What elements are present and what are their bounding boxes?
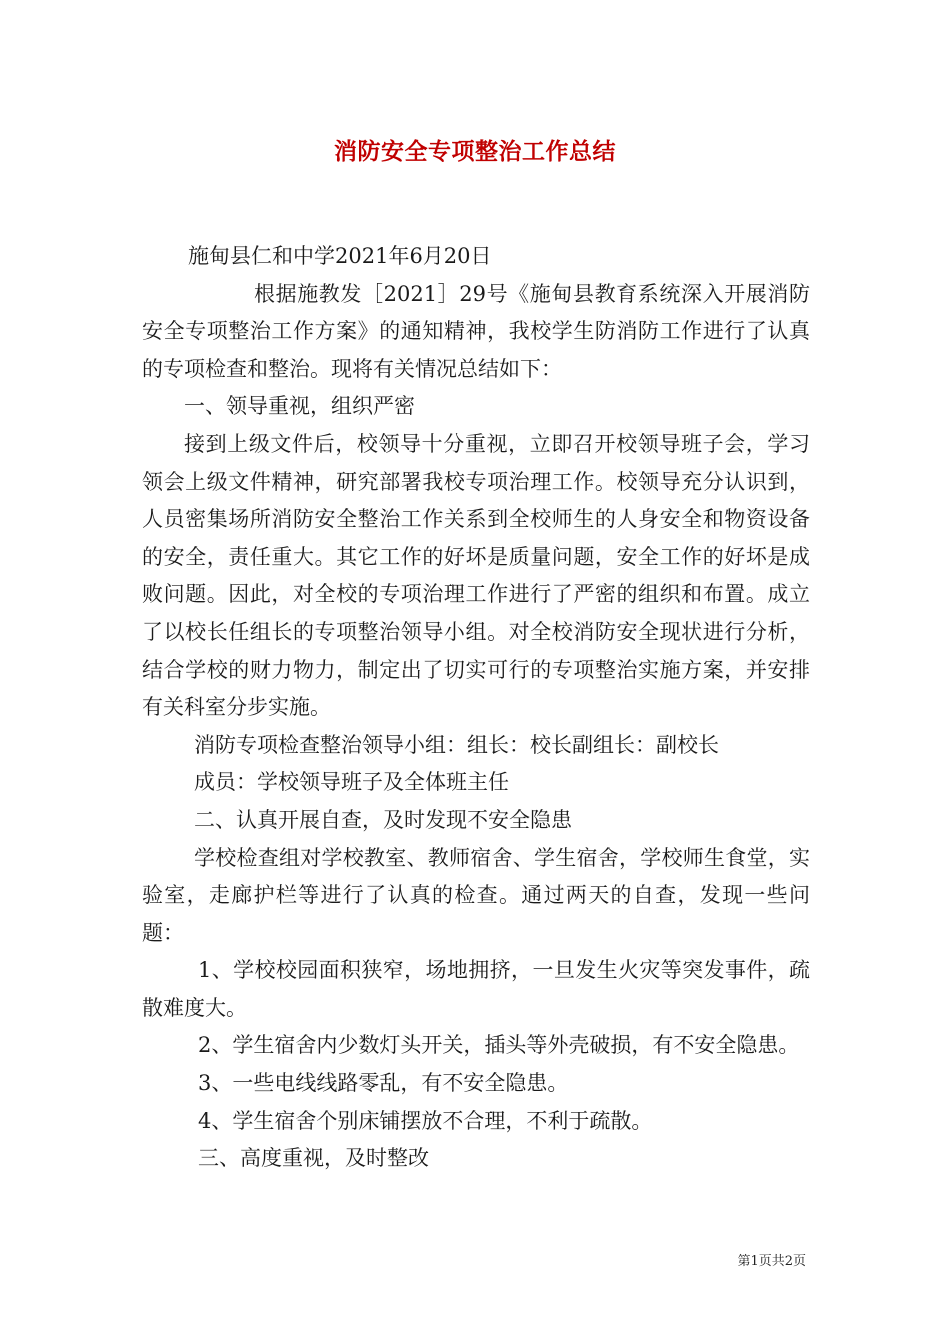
section-2-paragraph: 学校检查组对学校教室、教师宿舍、学生宿舍，学校师生食堂，实验室，走廊护栏等进行了认真的检查。通过两天的自查，发现一些问题： — [142, 845, 810, 945]
issue-item-1: 1、学校校园面积狭窄，场地拥挤，一旦发生火灾等突发事件，疏散难度大。 — [142, 958, 810, 1020]
document-title: 消防安全专项整治工作总结 — [334, 138, 616, 165]
section-heading-1: 一、领导重视，组织严密 — [184, 394, 415, 419]
issue-item-2: 2、学生宿舍内少数灯头开关，插头等外壳破损，有不安全隐患。 — [198, 1033, 800, 1058]
members-line: 成员：学校领导班子及全体班主任 — [194, 770, 509, 795]
section-1-paragraph: 接到上级文件后，校领导十分重视，立即召开校领导班子会，学习领会上级文件精神，研究部署我校专项治理工作。校领导充分认识到，人员密集场所消防安全整治工作关系到全校师生的人身安全和物资设备的安全，责任重大。其它工作的好坏是质量问题，安全工作的好坏是成败问题。因此，对全校的专项治理工作进行了严密的组织和布置。成立了以校长任组长的专项整治领导小组。对全校消防安全现状进行分析，结合学校的财力物力，制定出了切实可行的专项整治实施方案，并安排有关科室分步实施。 — [142, 431, 810, 720]
issue-item-4: 4、学生宿舍个别床铺摆放不合理，不利于疏散。 — [198, 1108, 653, 1133]
section-heading-3: 三、高度重视，及时整改 — [198, 1146, 429, 1171]
leadership-group-line: 消防专项检查整治领导小组：组长：校长副组长：副校长 — [194, 732, 719, 757]
date-line: 施甸县仁和中学2021年6月20日 — [188, 244, 492, 268]
section-heading-2: 二、认真开展自查，及时发现不安全隐患 — [194, 807, 572, 832]
intro-paragraph: 根据施教发［2021］29号《施甸县教育系统深入开展消防安全专项整治工作方案》的通知精神，我校学生防消防工作进行了认真的专项检查和整治。现将有关情况总结如下： — [142, 281, 810, 381]
page-number: 第1页共2页 — [737, 1254, 806, 1269]
document-body — [142, 238, 810, 1178]
issue-item-3: 3、一些电线线路零乱，有不安全隐患。 — [198, 1071, 569, 1096]
